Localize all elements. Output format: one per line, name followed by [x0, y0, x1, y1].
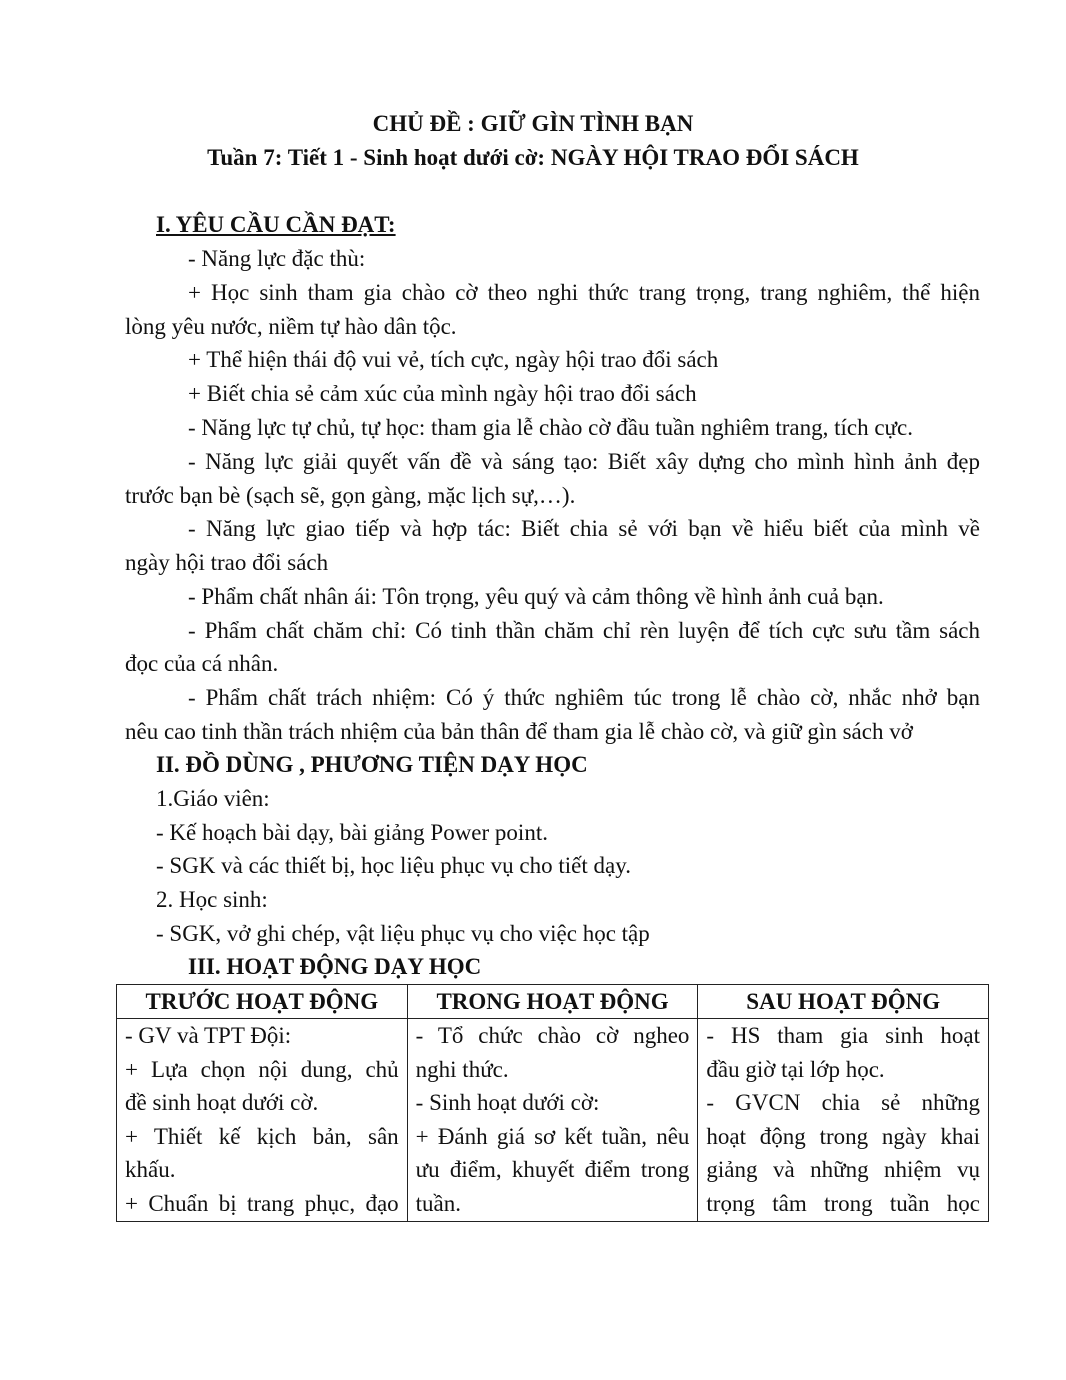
cell-line: tuần.	[415, 1190, 462, 1216]
topic-title: CHỦ ĐỀ : GIỮ GÌN TÌNH BẠN	[372, 111, 694, 136]
section1-line: + Thể hiện thái độ vui vẻ, tích cực, ngày hội trao đổi sách	[188, 347, 719, 372]
cell-line: giảng và những nhiệm vụ	[706, 1157, 980, 1183]
section1-line: nêu cao tinh thần trách nhiệm của bản thân để tham gia lễ chào cờ, và giữ gìn sách vở	[125, 719, 913, 744]
cell-line: - GV và TPT Đội:	[125, 1023, 292, 1048]
cell-line: - Tổ chức chào cờ ngheo	[415, 1023, 690, 1048]
section1-line: - Phẩm chất trách nhiệm: Có ý thức nghiêm túc trong lễ chào cờ, nhắc nhở bạn	[188, 685, 980, 710]
section1-line: - Phẩm chất nhân ái: Tôn trọng, yêu quý và cảm thông về hình ảnh cuả bạn.	[188, 584, 884, 609]
section1-line: + Học sinh tham gia chào cờ theo nghi thức trang trọng, trang nghiêm, thể hiện	[188, 280, 980, 305]
section1-line: - Phẩm chất chăm chỉ: Có tinh thần chăm chỉ rèn luyện để tích cực sưu tầm sách	[188, 618, 980, 643]
table-cell-during	[407, 1019, 698, 1222]
section1-line: - Năng lực giải quyết vấn đề và sáng tạo: Biết xây dựng cho mình hình ảnh đẹp	[188, 449, 980, 474]
section2-line: - Kế hoạch bài dạy, bài giảng Power point.	[156, 820, 548, 845]
cell-line: - Sinh hoạt dưới cờ:	[415, 1090, 600, 1116]
cell-line: đề sinh hoạt dưới cờ.	[125, 1090, 319, 1116]
lesson-title: Tuần 7: Tiết 1 - Sinh hoạt dưới cờ: NGÀY HỘI TRAO ĐỔI SÁCH	[207, 145, 859, 170]
table-header-during: TRONG HOẠT ĐỘNG	[407, 985, 698, 1019]
cell-line: khấu.	[125, 1157, 176, 1183]
section2-line: - SGK, vở ghi chép, vật liệu phục vụ cho việc học tập	[156, 921, 650, 946]
cell-line: trọng tâm trong tuần học	[706, 1190, 980, 1216]
cell-line: đầu giờ tại lớp học.	[706, 1056, 885, 1082]
section1-line: trước bạn bè (sạch sẽ, gọn gàng, mặc lịch sự,…).	[125, 483, 576, 508]
table-cell-after	[698, 1019, 989, 1222]
section1-line: lòng yêu nước, niềm tự hào dân tộc.	[125, 314, 457, 339]
section3-heading: III. HOẠT ĐỘNG DẠY HỌC	[188, 954, 482, 979]
section2-heading: II. ĐỒ DÙNG , PHƯƠNG TIỆN DẠY HỌC	[156, 752, 588, 777]
table-cell-before	[117, 1019, 408, 1222]
cell-line: - GVCN chia sẻ những	[706, 1090, 980, 1116]
section1-line: - Năng lực đặc thù:	[188, 246, 366, 271]
cell-line: hoạt động trong ngày khai	[706, 1123, 980, 1149]
cell-line: + Lựa chọn nội dung, chủ	[125, 1056, 399, 1082]
section2-line: - SGK và các thiết bị, học liệu phục vụ cho tiết dạy.	[156, 853, 631, 878]
cell-line: + Đánh giá sơ kết tuần, nêu	[415, 1123, 690, 1149]
table-header-before: TRƯỚC HOẠT ĐỘNG	[117, 985, 408, 1019]
section1-line: - Năng lực tự chủ, tự học: tham gia lễ chào cờ đầu tuần nghiêm trang, tích cực.	[188, 415, 913, 440]
section2-line: 1.Giáo viên:	[156, 786, 270, 811]
section1-line: ngày hội trao đổi sách	[125, 550, 329, 575]
cell-line: ưu điểm, khuyết điểm trong	[415, 1157, 690, 1183]
section2-line: 2. Học sinh:	[156, 887, 268, 912]
cell-line: - HS tham gia sinh hoạt	[706, 1023, 980, 1048]
table-header-after: SAU HOẠT ĐỘNG	[698, 985, 989, 1019]
section1-heading: I. YÊU CẦU CẦN ĐẠT:	[156, 212, 396, 237]
cell-line: + Thiết kế kịch bản, sân	[125, 1123, 399, 1149]
cell-line: nghi thức.	[415, 1056, 509, 1082]
section1-line: + Biết chia sẻ cảm xúc của mình ngày hội trao đổi sách	[188, 381, 697, 406]
activity-table	[116, 984, 989, 1222]
table-header-row	[117, 985, 989, 1019]
section1-line: đọc của cá nhân.	[125, 651, 279, 676]
section1-line: - Năng lực giao tiếp và hợp tác: Biết chia sẻ với bạn về hiểu biết của mình về	[188, 516, 980, 541]
table-row	[117, 1019, 989, 1222]
cell-line: + Chuẩn bị trang phục, đạo	[125, 1190, 399, 1216]
